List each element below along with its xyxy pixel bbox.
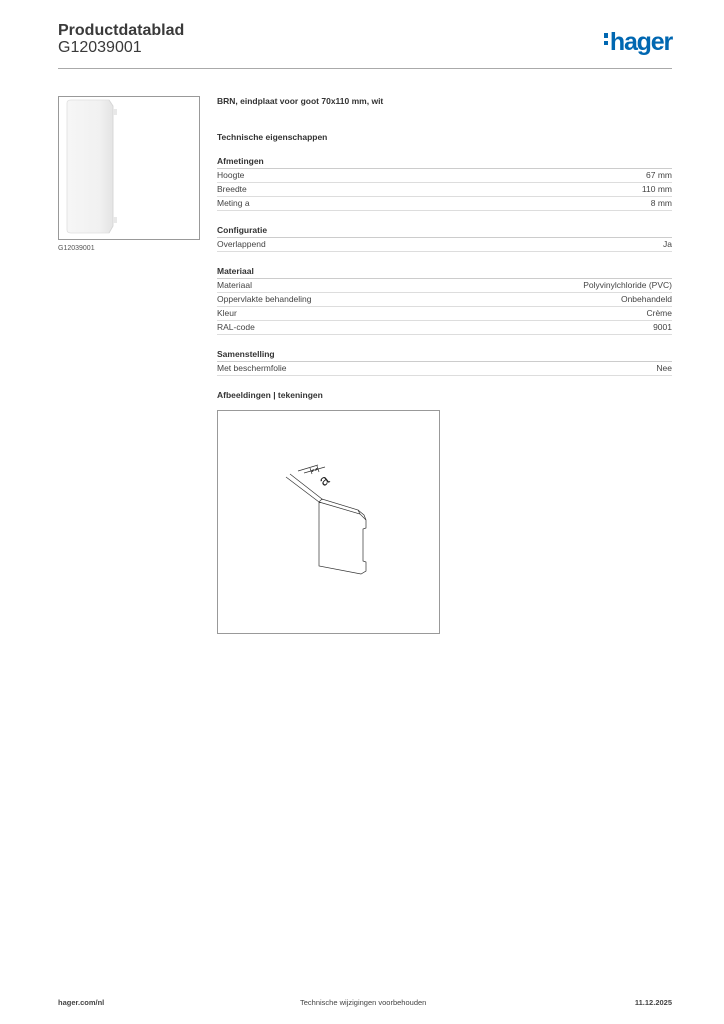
spec-row xyxy=(217,321,672,335)
header-divider xyxy=(58,68,672,69)
logo-text: hager xyxy=(609,28,672,56)
product-description: BRN, eindplaat voor goot 70x110 mm, wit xyxy=(217,96,384,106)
spec-value: 110 mm xyxy=(641,184,672,194)
group-configuratie xyxy=(217,225,672,252)
technical-heading: Technische eigenschappen xyxy=(217,132,328,142)
technical-drawing xyxy=(217,410,440,634)
group-title: Configuratie xyxy=(217,225,672,238)
spec-row xyxy=(217,293,672,307)
spec-label: Materiaal xyxy=(217,280,252,290)
spec-row xyxy=(217,183,672,197)
group-title: Materiaal xyxy=(217,266,672,279)
spec-row xyxy=(217,279,672,293)
spec-value: Ja xyxy=(663,239,672,249)
spec-row xyxy=(217,238,672,252)
spec-value: Nee xyxy=(656,363,672,373)
hager-logo xyxy=(604,28,672,57)
footer-disclaimer: Technische wijzigingen voorbehouden xyxy=(300,998,427,1007)
spec-label: Meting a xyxy=(217,198,250,208)
dimension-label-a: a xyxy=(315,471,333,490)
spec-value: 8 mm xyxy=(650,198,672,208)
group-afmetingen xyxy=(217,156,672,211)
spec-row xyxy=(217,362,672,376)
group-materiaal xyxy=(217,266,672,335)
group-title: Samenstelling xyxy=(217,349,672,362)
product-photo xyxy=(58,96,200,240)
spec-row xyxy=(217,197,672,211)
spec-label: RAL-code xyxy=(217,322,255,332)
product-code: G12039001 xyxy=(58,39,142,56)
spec-label: Oppervlakte behandeling xyxy=(217,294,312,304)
spec-value: 67 mm xyxy=(646,170,672,180)
page-title: Productdatablad xyxy=(58,22,185,39)
spec-label: Hoogte xyxy=(217,170,245,180)
spec-value: Onbehandeld xyxy=(620,294,672,304)
end-plate-drawing-icon xyxy=(218,411,439,633)
spec-row xyxy=(217,169,672,183)
spec-label: Met beschermfolie xyxy=(217,363,287,373)
spec-label: Overlappend xyxy=(217,239,266,249)
spec-row xyxy=(217,307,672,321)
spec-label: Breedte xyxy=(217,184,247,194)
photo-caption: G12039001 xyxy=(58,245,95,252)
footer-website: hager.com/nl xyxy=(58,998,105,1007)
group-title: Afmetingen xyxy=(217,156,672,169)
footer-date: 11.12.2025 xyxy=(634,998,672,1007)
spec-value: Polyvinylchloride (PVC) xyxy=(583,280,672,290)
logo-colon-icon xyxy=(604,30,610,48)
product-details xyxy=(217,96,672,400)
end-plate-photo-icon xyxy=(59,97,199,239)
spec-label: Kleur xyxy=(217,308,237,318)
group-samenstelling xyxy=(217,349,672,376)
spec-value: 9001 xyxy=(653,322,672,332)
drawings-heading: Afbeeldingen | tekeningen xyxy=(217,390,323,400)
spec-value: Crème xyxy=(646,308,672,318)
